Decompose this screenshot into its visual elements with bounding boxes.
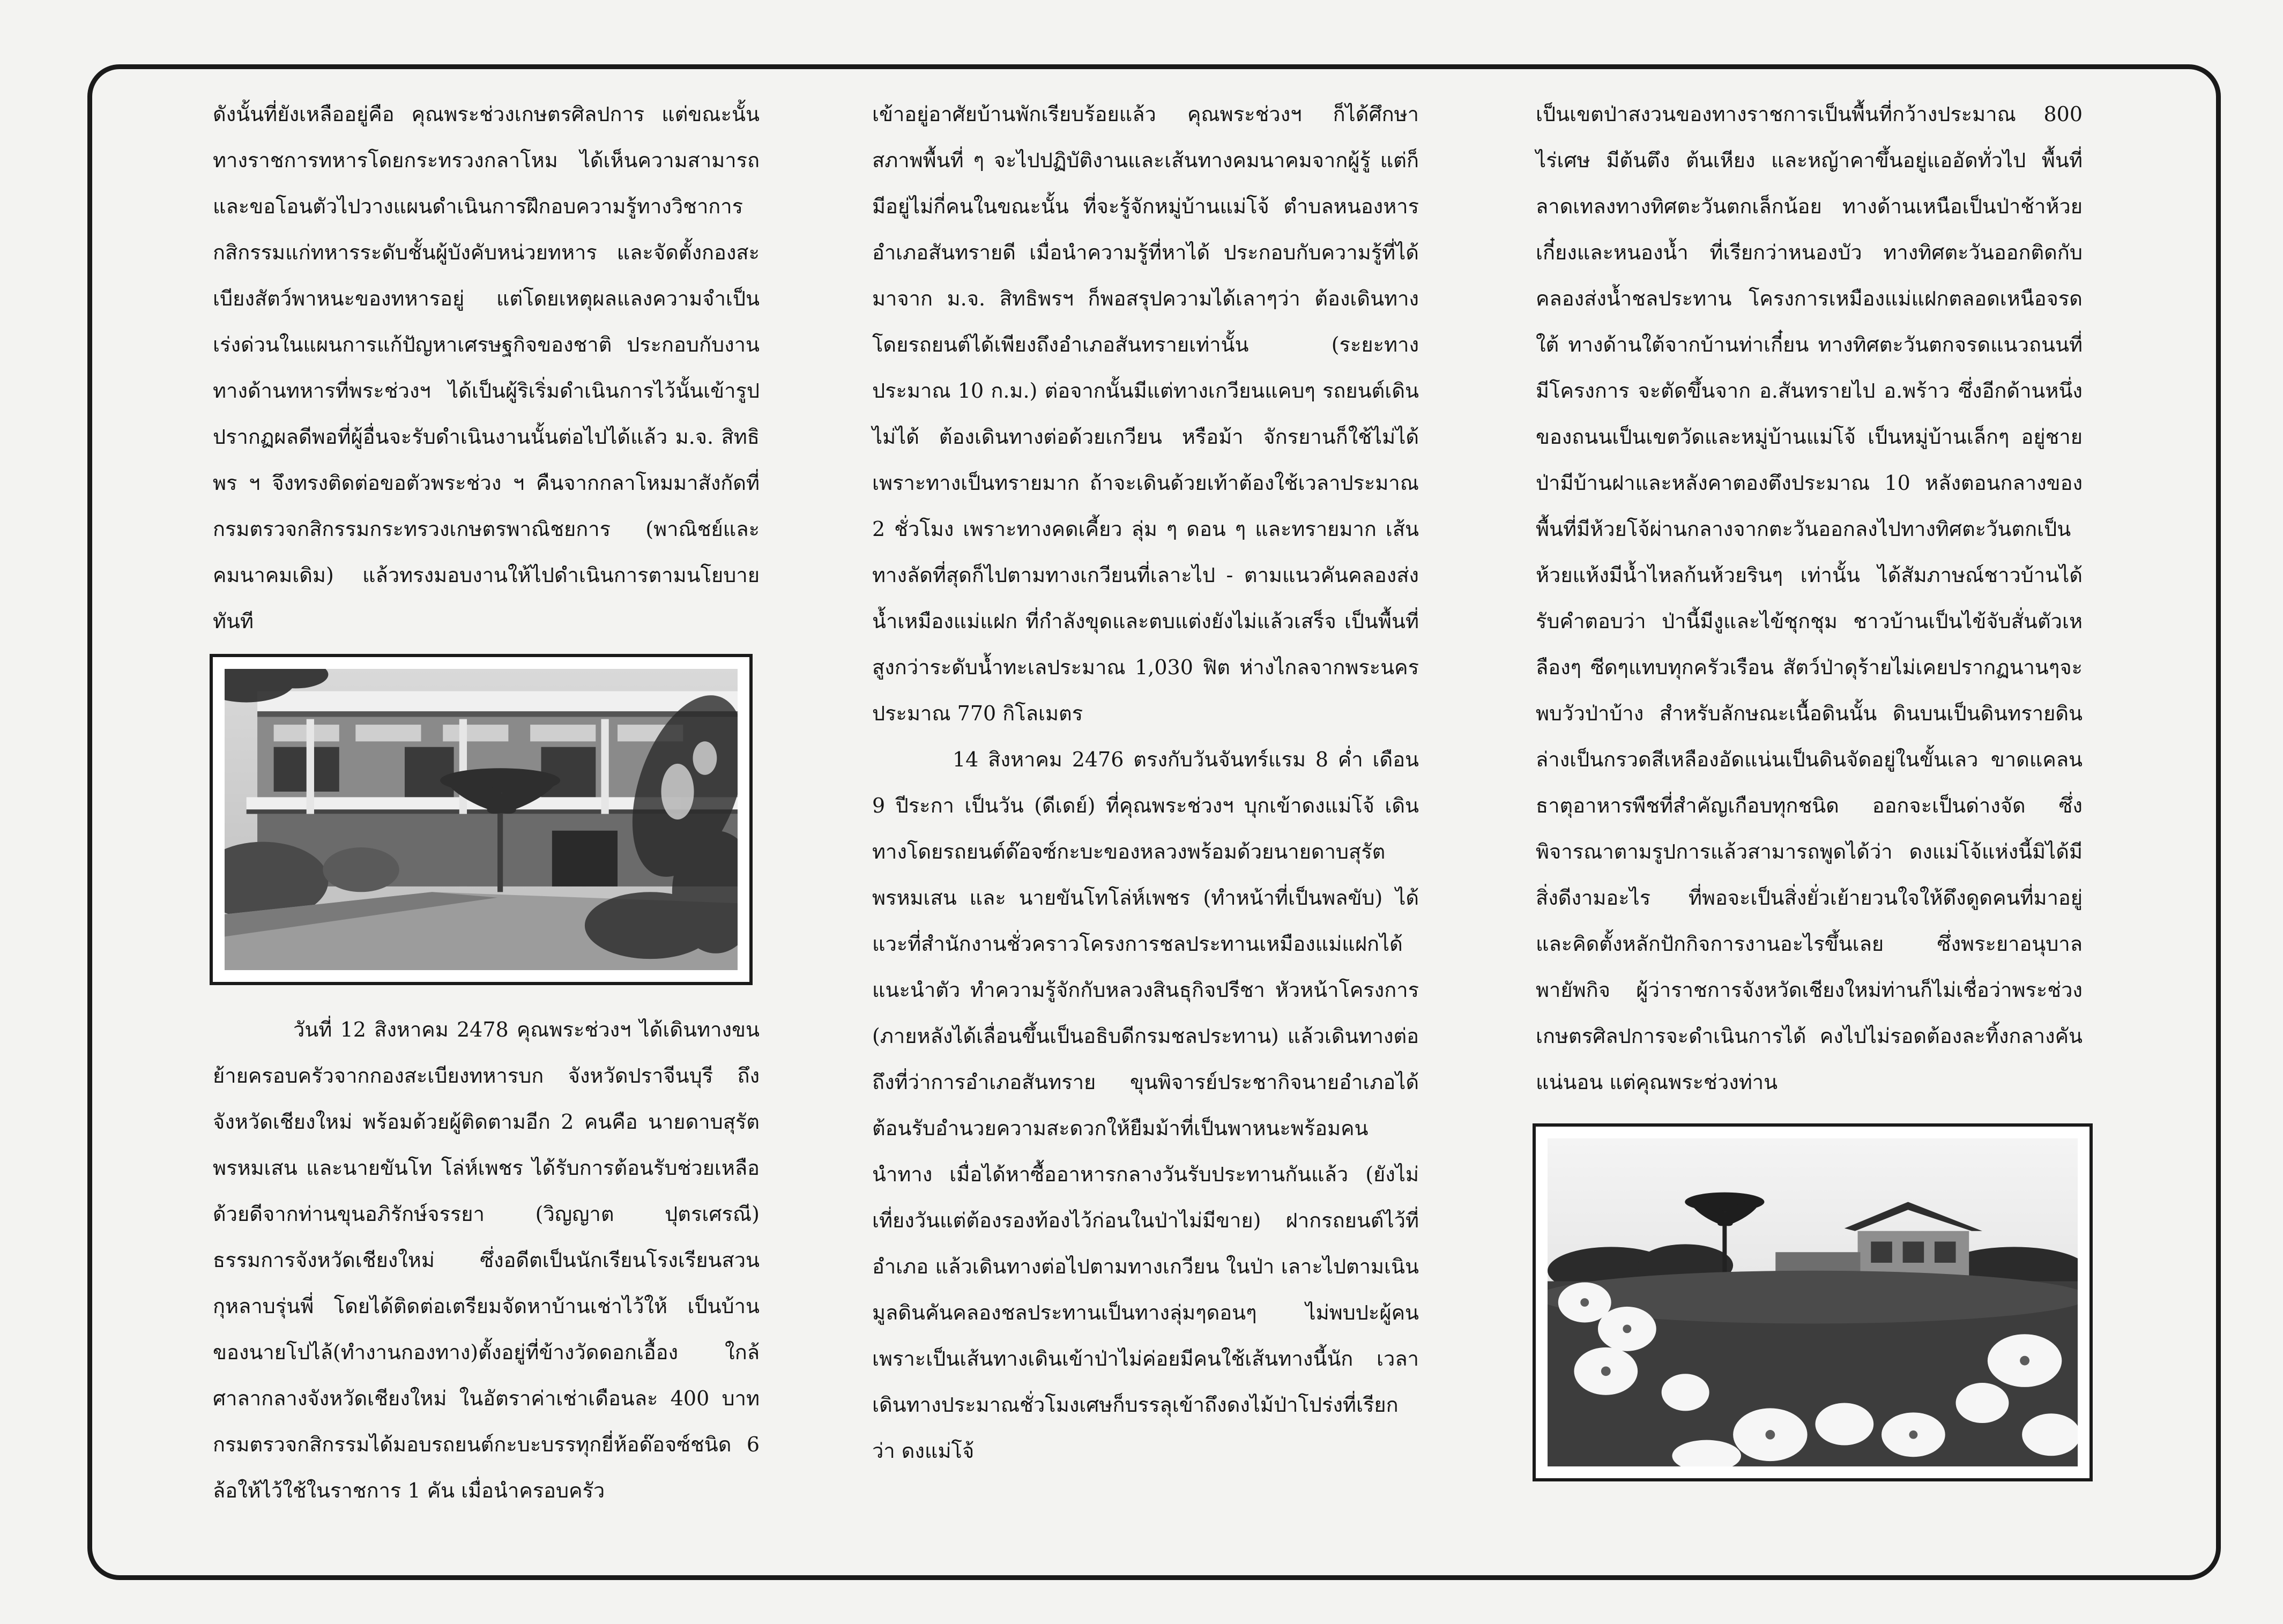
text-column-2: [872, 91, 1419, 1474]
paragraph: ดังนั้นที่ยังเหลืออยู่คือ คุณพระช่วงเกษตรศิลปการ แต่ขณะนั้นทางราชการทหารโดยกระทรวงกลาโหม ได้เห็นความสามารถและขอโอนตัวไปวางแผนดำเนินการฝึกอบความรู้ทางวิชาการกสิกรรมแก่ทหารระดับชั้นผู้บังคับหน่วยทหาร และจัดตั้งกองสะเบียงสัตว์พาหนะของทหารอยู่ แต่โดยเหตุผลแลงความจำเป็นเร่งด่วนในแผนการแก้ปัญหาเศรษฐกิจของชาติ ประกอบกับงานทางด้านทหารที่พระช่วงฯ ได้เป็นผู้ริเริ่มดำเนินการไว้นั้นเข้ารูปปรากฏผลดีพอที่ผู้อื่นจะรับดำเนินงานนั้นต่อไปได้แล้ว ม.จ. สิทธิพร ฯ จึงทรงติดต่อขอตัวพระช่วง ฯ คืนจากกลาโหมมาสังกัดที่กรมตรวจกสิกรรมกระทรวงเกษตรพาณิชยการ (พาณิชย์และคมนาคมเดิม) แล้วทรงมอบงานให้ไปดำเนินการตามนโยบายทันที: [213, 102, 760, 633]
text-column-1: [213, 91, 760, 1514]
flowers-house-photo-image: [1548, 1138, 2078, 1466]
building-photo: [210, 654, 753, 985]
paragraph: วันที่ 12 สิงหาคม 2478 คุณพระช่วงฯ ได้เดินทางขนย้ายครอบครัวจากกองสะเบียงทหารบก จังหวัดปราจีนบุรี ถึงจังหวัดเชียงใหม่ พร้อมด้วยผู้ติดตามอีก 2 คนคือ นายดาบสุรัต พรหมเสน และนายขันโท โล่ห์เพชร ได้รับการต้อนรับช่วยเหลือด้วยดีจากท่านขุนอภิรักษ์จรรยา (วิญญาต ปุตรเศรณี) ธรรมการจังหวัดเชียงใหม่ ซึ่งอดีตเป็นนักเรียนโรงเรียนสวนกุหลาบรุ่นพี่ โดยได้ติดต่อเตรียมจัดหาบ้านเช่าไว้ให้ เป็นบ้านของนายโปไล้(ทำงานกองทาง)ตั้งอยู่ที่ข้างวัดดอกเอื้อง ใกล้ศาลากลางจังหวัดเชียงใหม่ ในอัตราค่าเช่าเดือนละ 400 บาท กรมตรวจกสิกรรมได้มอบรถยนต์กะบะบรรทุกยี่ห้อด๊อจซ์ชนิด 6 ล้อให้ไว้ใช้ในราชการ 1 คัน เมื่อนำครอบครัว: [213, 1018, 760, 1502]
paragraph: 14 สิงหาคม 2476 ตรงกับวันจันทร์แรม 8 ค่ำ เดือน 9 ปีระกา เป็นวัน (ดีเดย์) ที่คุณพระช่วงฯ บุกเข้าดงแม่โจ้ เดินทางโดยรถยนต์ด๊อจซ์กะบะของหลวงพร้อมด้วยนายดาบสุรัต พรหมเสน และ นายขันโทโล่ห์เพชร (ทำหน้าที่เป็นพลขับ) ได้แวะที่สำนักงานชั่วคราวโครงการชลประทานเหมืองแม่แฝกได้แนะนำตัว ทำความรู้จักกับหลวงสินธุกิจปรีชา หัวหน้าโครงการ (ภายหลังได้เลื่อนขึ้นเป็นอธิบดีกรมชลประทาน) แล้วเดินทางต่อถึงที่ว่าการอำเภอสันทราย ขุนพิจารย์ประชากิจนายอำเภอได้ต้อนรับอำนวยความสะดวกให้ยืมม้าที่เป็นพาหนะพร้อมคนนำทาง เมื่อได้หาซื้ออาหารกลางวันรับประทานกันแล้ว (ยังไม่เที่ยงวันแต่ต้องรองท้องไว้ก่อนในป่าไม่มีขาย) ฝากรถยนต์ไว้ที่อำเภอ แล้วเดินทางต่อไปตามทางเกวียน ในป่า เลาะไปตามเนินมูลดินคันคลองชลประทานเป็นทางลุ่มๆดอนๆ ไม่พบปะผู้คนเพราะเป็นเส้นทางเดินเข้าป่าไม่ค่อยมีคนใช้เส้นทางนี้นัก เวลาเดินทางประมาณชั่วโมงเศษก็บรรลุเข้าถึงดงไม้ป่าโปร่งที่เรียกว่า ดงแม่โจ้: [872, 748, 1419, 1463]
building-photo-image: [225, 669, 738, 970]
paragraph: เป็นเขตป่าสงวนของทางราชการเป็นพื้นที่กว้างประมาณ 800 ไร่เศษ มีต้นตึง ต้นเหียง และหญ้าคาขึ้นอยู่แออัดทั่วไป พื้นที่ลาดเทลงทางทิศตะวันตกเล็กน้อย ทางด้านเหนือเป็นป่าช้าห้วยเกี๋ยงและหนองน้ำ ที่เรียกว่าหนองบัว ทางทิศตะวันออกติดกับคลองส่งน้ำชลประทาน โครงการเหมืองแม่แฝกตลอดเหนือจรดใต้ ทางด้านใต้จากบ้านท่าเกี๋ยน ทางทิศตะวันตกจรดแนวถนนที่มีโครงการ จะตัดขึ้นจาก อ.สันทรายไป อ.พร้าว ซึ่งอีกด้านหนึ่งของถนนเป็นเขตวัดและหมู่บ้านแม่โจ้ เป็นหมู่บ้านเล็กๆ อยู่ชายป่ามีบ้านฝาและหลังคาตองตึงประมาณ 10 หลังตอนกลางของพื้นที่มีห้วยโจ้ผ่านกลางจากตะวันออกลงไปทางทิศตะวันตกเป็นห้วยแห้งมีน้ำไหลก้นห้วยรินๆ เท่านั้น ได้สัมภาษณ์ชาวบ้านได้รับคำตอบว่า ป่านี้มีงูและไข้ชุกชุม ชาวบ้านเป็นไข้จับสั่นตัวเหลืองๆ ซีดๆแทบทุกครัวเรือน สัตว์ป่าดุร้ายไม่เคยปรากฏนานๆจะพบวัวป่าบ้าง สำหรับลักษณะเนื้อดินนั้น ดินบนเป็นดินทรายดินล่างเป็นกรวดสีเหลืองอัดแน่นเป็นดินจัดอยู่ในขั้นเลว ขาดแคลนธาตุอาหารพืชที่สำคัญเกือบทุกชนิด ออกจะเป็นด่างจัด ซึ่งพิจารณาตามรูปการแล้วสามารถพูดได้ว่า ดงแม่โจ้แห่งนี้มิได้มีสิ่งดีงามอะไร ที่พอจะเป็นสิ่งยั่วเย้ายวนใจให้ดึงดูดคนที่มาอยู่และคิดตั้งหลักปักกิจการงานอะไรขึ้นเลย ซึ่งพระยาอนุบาลพายัพกิจ ผู้ว่าราชการจังหวัดเชียงใหม่ท่านก็ไม่เชื่อว่าพระช่วงเกษตรศิลปการจะดำเนินการได้ คงไปไม่รอดต้องละทิ้งกลางคันแน่นอน แต่คุณพระช่วงท่าน: [1536, 102, 2083, 1094]
text-column-3: [1536, 91, 2083, 1481]
paragraph: เข้าอยู่อาศัยบ้านพักเรียบร้อยแล้ว คุณพระช่วงฯ ก็ได้ศึกษาสภาพพื้นที่ ๆ จะไปปฏิบัติงานและเส้นทางคมนาคมจากผู้รู้ แต่ก็มีอยู่ไม่กี่คนในขณะนั้น ที่จะรู้จักหมู่บ้านแม่โจ้ ตำบลหนองหาร อำเภอสันทรายดี เมื่อนำความรู้ที่หาได้ ประกอบกับความรู้ที่ได้มาจาก ม.จ. สิทธิพรฯ ก็พอสรุปความได้เลาๆว่า ต้องเดินทางโดยรถยนต์ได้เพียงถึงอำเภอสันทรายเท่านั้น (ระยะทางประมาณ 10 ก.ม.) ต่อจากนั้นมีแต่ทางเกวียนแคบๆ รถยนต์เดินไม่ได้ ต้องเดินทางต่อด้วยเกวียน หรือม้า จักรยานก็ใช้ไม่ได้เพราะทางเป็นทรายมาก ถ้าจะเดินด้วยเท้าต้องใช้เวลาประมาณ 2 ชั่วโมง เพราะทางคดเคี้ยว ลุ่ม ๆ ดอน ๆ และทรายมาก เส้นทางลัดที่สุดก็ไปตามทางเกวียนที่เลาะไป - ตามแนวคันคลองส่งน้ำเหมืองแม่แฝก ที่กำลังขุดและตบแต่งยังไม่แล้วเสร็จ เป็นพื้นที่สูงกว่าระดับน้ำทะเลประมาณ 1,030 ฟิต ห่างไกลจากพระนครประมาณ 770 กิโลเมตร: [872, 102, 1419, 725]
flowers-house-photo: [1533, 1123, 2093, 1481]
